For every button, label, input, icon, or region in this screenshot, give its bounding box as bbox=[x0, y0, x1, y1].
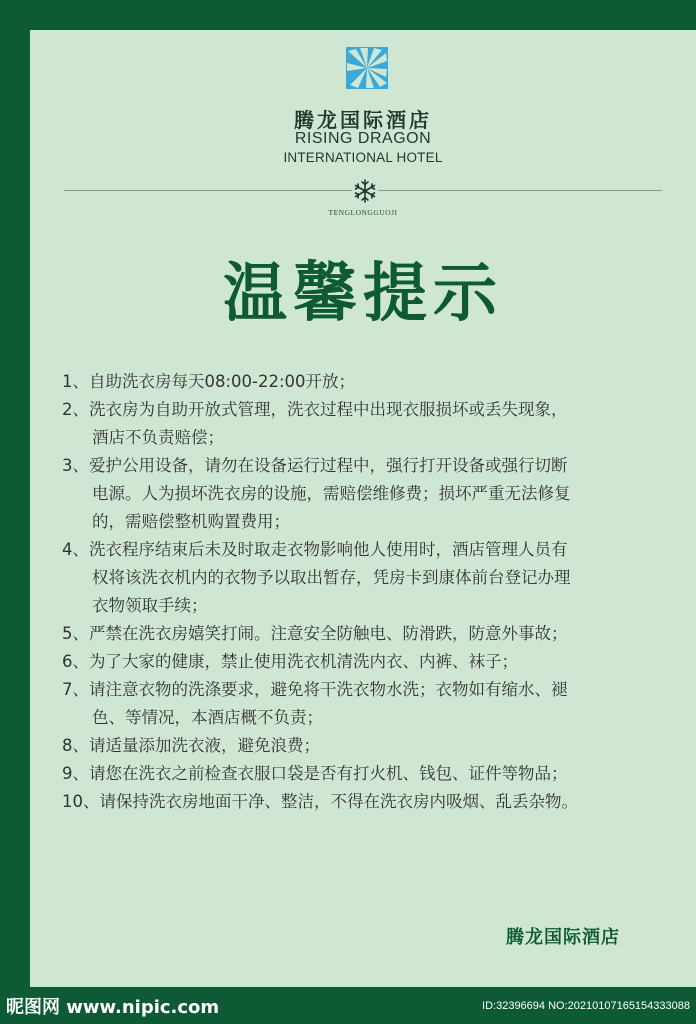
notice-line: 5、严禁在洗衣房嬉笑打闹。注意安全防触电、防滑跌，防意外事故； bbox=[62, 624, 568, 643]
snowflake-icon bbox=[352, 178, 378, 204]
notice-line: 的，需赔偿整机购置费用； bbox=[92, 512, 290, 531]
hotel-signature: 腾龙国际酒店 bbox=[506, 927, 620, 948]
notice-line: 1、自助洗衣房每天08:00-22:00开放； bbox=[62, 372, 356, 391]
notice-line: 3、爱护公用设备，请勿在设备运行过程中，强行打开设备或强行切断 bbox=[62, 456, 568, 475]
hotel-name-en-line1: RISING DRAGON bbox=[294, 130, 432, 147]
notice-line: 8、请适量添加洗衣液，避免浪费； bbox=[62, 736, 320, 755]
notice-line: 2、洗衣房为自助开放式管理，洗衣过程中出现衣服损坏或丢失现象， bbox=[62, 400, 568, 419]
image-id-text: ID:32396694 NO:20210107165154333088 bbox=[482, 1000, 690, 1012]
notice-line: 4、洗衣程序结束后未及时取走衣物影响他人使用时，酒店管理人员有 bbox=[62, 540, 568, 559]
notice-line: 9、请您在洗衣之前检查衣服口袋是否有打火机、钱包、证件等物品； bbox=[62, 764, 568, 783]
notice-line: 7、请注意衣物的洗涤要求，避免将干洗衣物水洗；衣物如有缩水、褪 bbox=[62, 680, 568, 699]
notice-line: 电源。人为损坏洗衣房的设施，需赔偿维修费；损坏严重无法修复 bbox=[92, 484, 571, 503]
hotel-pinyin: TENGLONGGUOJI bbox=[328, 208, 398, 217]
hotel-name-en-line2: INTERNATIONAL HOTEL bbox=[283, 150, 443, 165]
notice-line: 色、等情况，本酒店概不负责； bbox=[92, 708, 323, 727]
fan-logo-icon bbox=[346, 47, 388, 89]
notice-line: 酒店不负责赔偿； bbox=[92, 428, 224, 447]
notice-line: 6、为了大家的健康，禁止使用洗衣机清洗内衣、内裤、袜子； bbox=[62, 652, 518, 671]
hotel-name-cn: 腾龙国际酒店 bbox=[294, 108, 432, 132]
watermark-text: 昵图网 www.nipic.com bbox=[6, 997, 220, 1018]
notice-line: 衣物领取手续； bbox=[92, 596, 208, 615]
notice-line: 权将该洗衣机内的衣物予以取出暂存，凭房卡到康体前台登记办理 bbox=[92, 568, 571, 587]
notice-line: 10、请保持洗衣房地面干净、整洁，不得在洗衣房内吸烟、乱丢杂物。 bbox=[62, 792, 578, 811]
page-title: 温馨提示 bbox=[223, 256, 503, 331]
notice-panel bbox=[30, 30, 696, 987]
